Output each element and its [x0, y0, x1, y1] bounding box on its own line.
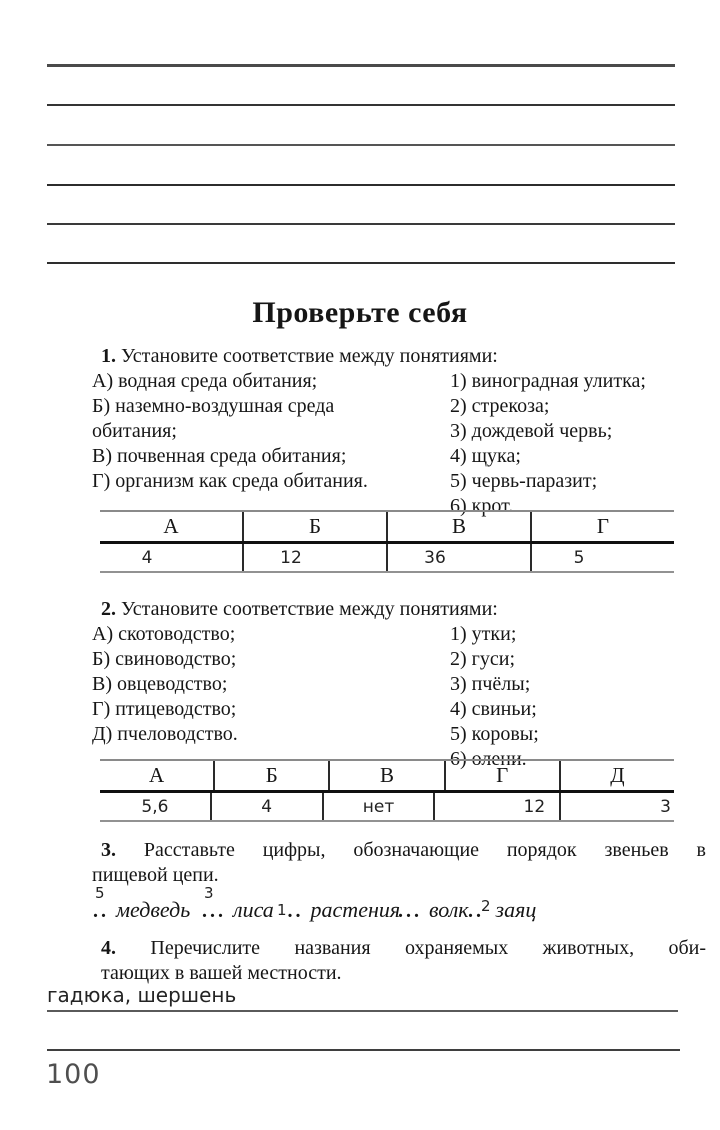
table-header-cell: А [100, 512, 244, 541]
handwritten-answer: 5,6 [141, 796, 169, 817]
chain-word: медведь [116, 897, 191, 922]
match-item: 6) олени. [450, 748, 527, 770]
match-item: В) почвенная среда обитания; [92, 445, 347, 467]
match-item: 6) крот. [450, 495, 514, 517]
footer-line [47, 1049, 680, 1051]
answer-table-1-header-row [100, 512, 674, 544]
match-item: 2) гуси; [450, 648, 515, 670]
chain-dots: .. [287, 900, 304, 922]
answer-table-2 [100, 759, 674, 822]
match-item: Г) птицеводство; [92, 698, 237, 720]
answer-table-1-answer-row [100, 544, 674, 571]
match-item: 1) виноградная улитка; [450, 370, 646, 392]
exercise-3-heading [92, 838, 706, 863]
handwritten-answer: 12 [523, 796, 546, 817]
match-item: Б) наземно-воздушная среда обитания; [92, 395, 335, 442]
chain-dots: .. [468, 900, 484, 922]
match-item: 1) утки; [450, 623, 517, 645]
exercise-1-left-list [92, 369, 450, 519]
match-item: А) водная среда обитания; [92, 370, 318, 392]
handwritten-answer-cell [388, 544, 532, 571]
handwritten-answer: 3 [660, 796, 671, 817]
answer-table-2-header-row [100, 761, 674, 793]
handwritten-answer: 12 [280, 547, 302, 568]
page-title: Проверьте себя [252, 296, 468, 329]
food-chain [0, 884, 720, 933]
page-number: 100 [46, 1059, 101, 1090]
handwritten-answer: нет [362, 796, 395, 817]
table-header-cell: Б [215, 761, 330, 790]
exercise-1 [92, 344, 704, 519]
match-item: 4) свиньи; [450, 698, 537, 720]
exercise-2-heading [92, 597, 704, 622]
ruled-line [47, 223, 675, 225]
handwritten-answer-cell [212, 793, 324, 820]
footer-line [47, 1010, 678, 1012]
chain-dots: ... [398, 900, 422, 922]
exercise-1-heading [92, 344, 704, 369]
exercise-3-number: 3. [101, 839, 116, 861]
chain-dots: ... [202, 900, 226, 922]
exercise-2-columns [92, 622, 704, 772]
exercise-1-heading-text: Установите соответствие между понятиями: [121, 345, 498, 367]
exercise-2-heading-text: Установите соответствие между понятиями: [121, 598, 498, 620]
match-item: Б) свиноводство; [92, 648, 237, 670]
ruled-line [47, 184, 675, 186]
ruled-line [47, 64, 675, 67]
table-header-cell: В [388, 512, 532, 541]
handwritten-chain-number: 2 [481, 897, 491, 915]
handwritten-answer: 4 [141, 547, 153, 568]
table-header-cell: А [100, 761, 215, 790]
handwritten-answer-cell [532, 544, 674, 571]
handwritten-answer-cell [100, 544, 244, 571]
handwritten-answer-cell [324, 793, 436, 820]
exercise-4-line1 [92, 936, 706, 961]
exercise-2-left-list [92, 622, 450, 772]
match-item: 5) коровы; [450, 723, 539, 745]
exercise-2 [92, 597, 704, 772]
handwritten-answer-cell [561, 793, 674, 820]
handwritten-chain-number: 5 [95, 884, 105, 902]
ruled-line [47, 144, 675, 146]
table-header-cell: В [330, 761, 445, 790]
handwritten-answer: 36 [424, 547, 446, 568]
chain-word: лиса [233, 897, 274, 922]
answer-table-1 [100, 510, 674, 573]
table-header-cell: Б [244, 512, 388, 541]
ruled-line [47, 262, 675, 264]
exercise-3 [92, 838, 704, 888]
handwritten-answer-cell [100, 793, 212, 820]
handwritten-answer: 5 [573, 547, 585, 568]
match-item: В) овцеводство; [92, 673, 228, 695]
exercise-4-number: 4. [101, 937, 116, 959]
exercise-4-text-line1: Перечислите названия охраняемых животных, оби- [150, 937, 706, 959]
exercise-1-right-list [450, 369, 704, 519]
match-item: 3) пчёлы; [450, 673, 531, 695]
handwritten-answer-cell [244, 544, 388, 571]
food-chain-item [398, 897, 469, 923]
handwritten-answer-cell [435, 793, 561, 820]
match-item: Д) пчеловодство. [92, 723, 238, 745]
exercise-2-number: 2. [101, 598, 116, 620]
exercise-1-number: 1. [101, 345, 116, 367]
table-header-cell: Г [446, 761, 561, 790]
table-header-cell: Д [610, 763, 625, 787]
handwritten-answer: 4 [261, 796, 273, 817]
exercise-2-right-list [450, 622, 704, 772]
chain-word: волк [429, 897, 469, 922]
food-chain-item [277, 897, 400, 923]
exercise-3-heading-text: Расставьте цифры, обозначающие порядок звеньев в [143, 839, 706, 861]
chain-word: заяц [495, 897, 537, 922]
match-item: 2) стрекоза; [450, 395, 550, 417]
handwritten-chain-number: 1 [277, 901, 287, 919]
match-item: Г) организм как среда обитания. [92, 470, 368, 492]
match-item: 3) дождевой червь; [450, 420, 613, 442]
match-item: 5) червь-паразит; [450, 470, 598, 492]
food-chain-item [93, 884, 191, 923]
ruled-line [47, 104, 675, 106]
chain-dots: .. [93, 900, 109, 922]
food-chain-item [468, 897, 536, 923]
answer-table-2-answer-row [100, 793, 674, 820]
food-chain-item [202, 884, 274, 923]
exercise-4 [92, 936, 704, 986]
exercise-1-columns [92, 369, 704, 519]
match-item: А) скотоводство; [92, 623, 236, 645]
handwritten-chain-number: 3 [204, 884, 214, 902]
exercise-4-line2: тающих в вашей местности. [101, 962, 342, 984]
match-item: 4) щука; [450, 445, 521, 467]
chain-word: растения [310, 897, 401, 922]
exercise-3-heading-line2: пищевой цепи. [92, 864, 219, 886]
handwritten-answer-exercise-4: гадюка, шершень [47, 983, 237, 1007]
table-header-cell: Г [596, 514, 610, 538]
